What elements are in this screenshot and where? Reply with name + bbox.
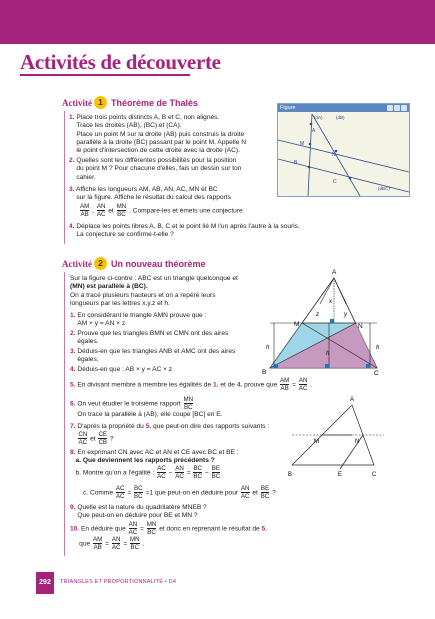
label-dc: (dBC) (378, 186, 390, 191)
right-angle-marker (325, 364, 329, 368)
a2-intro: Sur la figure ci-contre : ABC est un triangle quelconque et (MN) est parallèle à (BC). On a tracé plusieurs hauteurs et on a repéré leurs longueurs par les lettres x,y,z et h. (70, 275, 238, 307)
a2-item-1: 1. En considérant le triangle AMN prouve que : AM × y = AN × z (70, 312, 207, 328)
label-n: N (332, 152, 336, 158)
activity-label: Activité (62, 258, 92, 269)
label-x: x (329, 299, 332, 305)
activity-title: Un nouveau théorème (110, 258, 206, 269)
height-y (334, 278, 346, 304)
window-titlebar (278, 104, 409, 112)
label-m: M (294, 321, 300, 328)
activity-label: Activité (62, 97, 92, 108)
a1-item-3: 3. Affiche les longueurs AM, AB, AN, AC, MN et BC sur la figure. Affiche le résultat du calcul des rapports (69, 186, 231, 202)
top-banner (0, 0, 435, 44)
label-h: h (326, 351, 330, 357)
segment-ne (340, 435, 363, 469)
parallel-figure (286, 393, 386, 481)
activity-1-header (62, 96, 198, 109)
window-title: Figure (280, 105, 296, 111)
label-y: y (344, 312, 347, 318)
activity-title: Théorème de Thalès (110, 97, 199, 108)
a2-item-10: 10. En déduire que $\frac{AN}{AC}$ = $\frac{MN}{BC}$ et donc en reprenant le résultat de 5. que $\frac{AM}{AB}$ = $\frac{AN}{AC}$ = $\frac{MN}{BC}$ . (70, 521, 268, 551)
thales-figure-svg (278, 112, 409, 196)
label-n: N (355, 439, 360, 445)
label-a: A (332, 269, 337, 276)
maximize-icon[interactable] (394, 105, 400, 111)
label-e: E (338, 472, 343, 478)
page-number: 292 (36, 572, 54, 594)
right-angle-marker (330, 319, 334, 323)
label-b: B (294, 160, 298, 166)
page-title: Activités de découverte (20, 50, 221, 74)
label-c: C (333, 179, 337, 185)
a2-item-4: 4. Déduis-en que : AB × y = AC × z (70, 366, 173, 373)
activity-number-badge: 2 (94, 257, 107, 270)
a2-item-2: 2. Prouve que les triangles BMN et CMN ont des aires égales. (70, 330, 229, 346)
point-b (308, 166, 311, 169)
label-m: M (300, 141, 305, 147)
label-c: C (372, 472, 377, 478)
a2-item-5: 5. En divisant membre à membre les égalités de 1. et de 4. prouve que $\frac{AM}{AB}$ = $\frac{AN}{AC}$ . (70, 377, 313, 392)
label-a: A (312, 128, 316, 134)
label-h: h (266, 345, 270, 351)
label-c: C (374, 370, 379, 376)
activity-number-badge: 1 (94, 96, 107, 109)
a1-ratios-line: $\frac{AM}{AB}$ , $\frac{AN}{AC}$ et $\frac{MN}{BC}$ . Compare-les et émets une conjecture. (80, 203, 245, 218)
figure-window (277, 103, 410, 197)
a2-item-8c: c. Comme $\frac{AC}{AC}$ = $\frac{BC}{BC}$ =1 que peut-on en déduire pour $\frac{AN}{AC}$ et $\frac{BE}{BC}$ ? (83, 485, 276, 500)
a2-item-3: 3. Déduis-en que les triangles ANB et AMC ont des aires égales. (70, 348, 236, 364)
label-db: (dB) (336, 115, 345, 120)
label-a: A (350, 397, 355, 403)
label-n: N (358, 323, 363, 330)
label-h: h (376, 345, 380, 351)
activity-1-frame (64, 111, 65, 244)
footer-chapter: TRIANGLES ET PROPORTIONNALITÉ • D4 (60, 579, 177, 585)
point-m (309, 143, 312, 146)
label-da: (dA) (314, 115, 323, 120)
heights-figure (262, 264, 390, 376)
ratio-mn-bc: $\frac{MN}{BC}$ (116, 203, 127, 218)
title-underline (20, 74, 190, 76)
a2-item-6: 6. On veut étudier le troisième rapport $\frac{MN}{BC}$ . On trace la parallèle à (AB), elle coupe [BC] en E. (70, 396, 223, 418)
ratio-an-ac: $\frac{AN}{AC}$ (96, 203, 106, 218)
right-angle-marker (366, 364, 370, 368)
close-icon[interactable] (401, 105, 407, 111)
label-b: B (262, 369, 267, 376)
label-z: z (316, 312, 319, 318)
label-b: B (288, 472, 293, 478)
activity-2-frame (64, 272, 65, 556)
point-a (310, 123, 313, 126)
a2-item-8: 8. En exprimant CN avec AC et AN et CE avec BC et BE : a. Que deviennent les rapports précédents ? b. Montre qu'on a l'égalité : $\frac{AC}{AC}$ − $\frac{AN}{AC}$ = $\frac{BC}{BC}$ − $\frac{BE}{BC}$ (70, 449, 239, 480)
ratio-am-ab: $\frac{AM}{AB}$ (80, 203, 90, 218)
a2-item-9: 9. Quelle est la nature du quadrilatère MNEB ? Que peut-on en déduire pour BE et MN ? (70, 504, 207, 520)
point-c (349, 177, 352, 180)
a2-item-7: 7. D'après la propriété du 5. que peut-on dire des rapports suivants : $\frac{CN}{AC}$ et $\frac{CE}{CB}$ ? (70, 423, 270, 446)
a1-item-4: 4. Déplace les points libres A, B, C et le point lié M l'un après l'autre à la souris. La conjecture se confirme-t-elle ? (69, 223, 300, 239)
right-angle-marker (274, 364, 278, 368)
activity-2-header (62, 257, 206, 270)
line-ab (308, 114, 312, 196)
minimize-icon[interactable] (387, 105, 393, 111)
label-m: M (314, 439, 319, 445)
a1-item-2: 2. Quelles sont les différentes possibilités pour la position du point M ? Pour chacune d'elles, fais un dessin sur ton cahier. (69, 157, 242, 181)
a1-item-1: 1. Place trois points distincts A, B et C, non alignés. Trace les droites (AB), (BC) et (CA). Place un point M sur la droite (AB) puis construis la droite parallèle à la droite (BC) passant par le point M. Appelle N le point d'intersection de cette droite avec la droite (AC). (69, 114, 247, 155)
window-canvas[interactable] (278, 112, 409, 196)
